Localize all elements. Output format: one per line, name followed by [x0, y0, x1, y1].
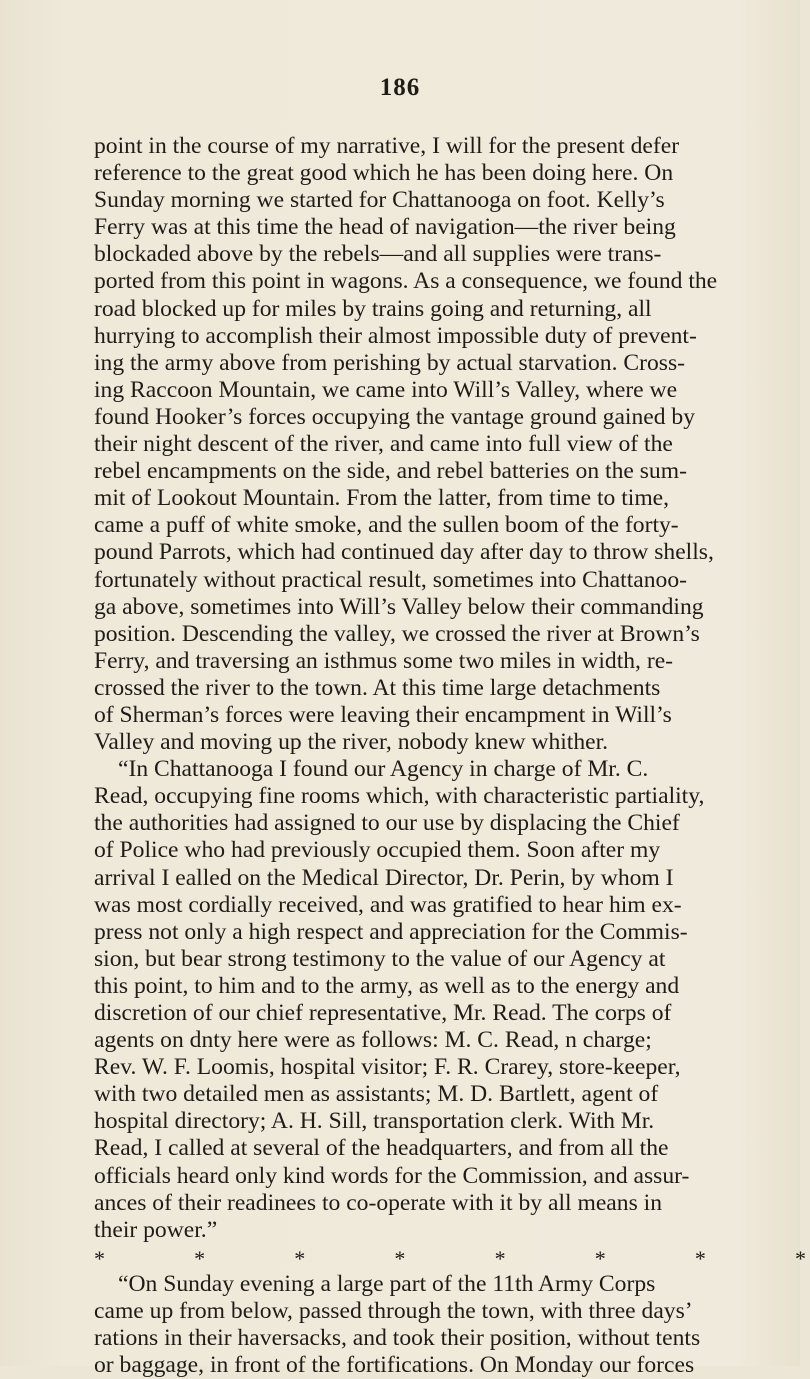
text-line: fortunately without practical result, sometimes into Chattanoo-: [94, 566, 687, 593]
text-line: point in the course of my narrative, I will for the present defer: [94, 133, 680, 159]
text-line: their night descent of the river, and came into full view of the: [94, 431, 673, 458]
asterisk: *: [794, 1245, 806, 1271]
paragraph-group-main: [94, 133, 810, 1244]
text-line: came up from below, passed through the town, with three days’: [94, 1298, 693, 1325]
text-line: this point, to him and to the army, as well as to the energy and: [94, 972, 680, 999]
asterisk: *: [494, 1245, 506, 1271]
text-line: Valley and moving up the river, nobody knew whither.: [94, 729, 609, 756]
text-line: Read, occupying fine rooms which, with characteristic partiality,: [94, 783, 705, 810]
text-line: ing Raccoon Mountain, we came into Will’s Valley, where we: [94, 376, 678, 403]
text-line: “In Chattanooga I found our Agency in charge of Mr. C.: [118, 756, 649, 783]
text-line: Rev. W. F. Loomis, hospital visitor; F. R. Crarey, store-keeper,: [94, 1054, 681, 1081]
text-line: rations in their haversacks, and took their position, without tents: [94, 1325, 701, 1352]
text-line: ported from this point in wagons. As a consequence, we found the: [94, 268, 718, 295]
text-line: Read, I called at several of the headquarters, and from all the: [94, 1135, 669, 1162]
text-line: ga above, sometimes into Will’s Valley below their commanding: [94, 593, 704, 620]
text-line: rebel encampments on the side, and rebel batteries on the sum-: [94, 458, 687, 485]
asterisk: *: [694, 1245, 706, 1271]
body-text: [94, 133, 810, 1379]
text-line: press not only a high respect and appreciation for the Commis-: [94, 918, 688, 945]
text-line: was most cordially received, and was gratified to hear him ex-: [94, 891, 682, 918]
text-line: pound Parrots, which had continued day after day to throw shells,: [94, 539, 714, 566]
text-line: came a puff of white smoke, and the sullen boom of the forty-: [94, 512, 679, 539]
text-line: of Sherman’s forces were leaving their encampment in Will’s: [94, 701, 672, 728]
text-line: “On Sunday evening a large part of the 11th Army Corps: [118, 1270, 656, 1297]
text-line: hurrying to accomplish their almost impossible duty of prevent-: [94, 322, 697, 349]
paragraph-group-continuation: [94, 1271, 810, 1379]
text-line: Ferry was at this time the head of navigation—the river being: [94, 214, 676, 241]
text-line: sion, but bear strong testimony to the value of our Agency at: [94, 945, 666, 972]
asterisk: *: [294, 1245, 306, 1271]
text-line: crossed the river to the town. At this time large detachments: [94, 674, 661, 701]
text-line: or baggage, in front of the fortifications. On Monday our forces: [94, 1352, 695, 1379]
text-line: road blocked up for miles by trains going and returning, all: [94, 295, 652, 322]
text-line: hospital directory; A. H. Sill, transportation clerk. With Mr.: [94, 1108, 655, 1135]
asterisk: *: [194, 1245, 206, 1271]
asterisk: *: [94, 1245, 105, 1271]
text-line: Ferry, and traversing an isthmus some two miles in width, re-: [94, 647, 674, 674]
text-line: reference to the great good which he has been doing here. On: [94, 160, 674, 187]
page-number: 186: [379, 74, 421, 101]
asterisk: *: [394, 1245, 406, 1271]
text-line: with two detailed men as assistants; M. D. Bartlett, agent of: [94, 1081, 659, 1108]
text-line: blockaded above by the rebels—and all supplies were trans-: [94, 241, 662, 268]
asterisk: *: [594, 1245, 606, 1271]
text-line: arrival I ealled on the Medical Director, Dr. Perin, by whom I: [94, 864, 674, 891]
text-line: discretion of our chief representative, Mr. Read. The corps of: [94, 1000, 672, 1026]
text-line: agents on dnty here were as follows: M. C. Read, n charge;: [94, 1027, 652, 1054]
section-break-asterisks: [94, 1244, 806, 1271]
text-line: ances of their readinees to co-operate with it by all means in: [94, 1189, 663, 1216]
text-line: officials heard only kind words for the Commission, and assur-: [94, 1162, 690, 1189]
text-line: mit of Lookout Mountain. From the latter, from time to time,: [94, 485, 670, 512]
text-line: ing the army above from perishing by actual starvation. Cross-: [94, 349, 686, 376]
text-line: found Hooker’s forces occupying the vantage ground gained by: [94, 403, 696, 430]
text-line: Sunday morning we started for Chattanooga on foot. Kelly’s: [94, 187, 665, 214]
text-line: their power.”: [94, 1216, 218, 1243]
text-line: of Police who had previously occupied them. Soon after my: [94, 837, 661, 864]
text-line: position. Descending the valley, we crossed the river at Brown’s: [94, 620, 700, 647]
text-line: the authorities had assigned to our use by displacing the Chief: [94, 810, 680, 837]
